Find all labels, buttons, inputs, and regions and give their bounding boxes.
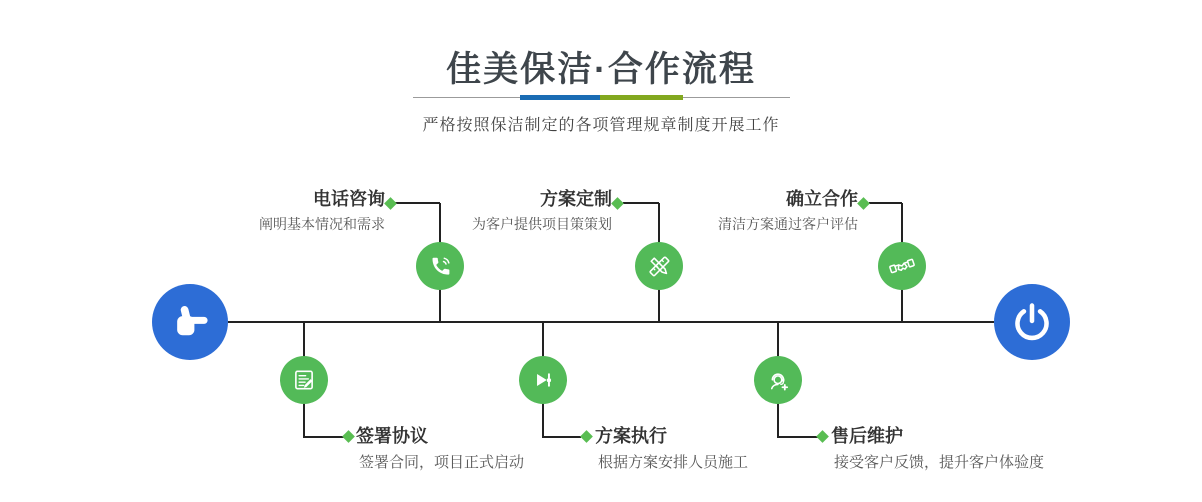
step-desc: 签署合同，项目正式启动 (359, 454, 525, 471)
step-icon-node (754, 356, 802, 404)
step-icon-node (416, 242, 464, 290)
timeline-end-node (994, 284, 1070, 360)
step-icon-node (519, 356, 567, 404)
timeline-start-node (152, 284, 228, 360)
step-icon-node (878, 242, 926, 290)
step-connector-horizontal (543, 436, 581, 438)
step-title: 确立合作 (786, 189, 858, 209)
title-divider (413, 95, 790, 100)
step-diamond-marker (816, 430, 829, 443)
document-sign-icon (291, 367, 317, 393)
step-title: 电话咨询 (313, 189, 385, 209)
step-title: 方案执行 (595, 426, 667, 446)
step-connector-horizontal (869, 202, 902, 204)
divider-blue-segment (520, 95, 600, 100)
pointing-hand-icon (168, 300, 212, 344)
step-diamond-marker (384, 197, 397, 210)
page-title: 佳美保洁·合作流程 (446, 50, 756, 89)
divider-green-segment (600, 95, 683, 100)
step-connector-horizontal (304, 436, 344, 438)
step-icon-node (280, 356, 328, 404)
page-subtitle: 严格按照保洁制定的各项管理规章制度开展工作 (422, 117, 780, 134)
step-desc: 接受客户反馈，提升客户体验度 (834, 454, 1045, 471)
step-desc: 清洁方案通过客户评估 (718, 216, 858, 232)
step-diamond-marker (342, 430, 355, 443)
step-title: 售后维护 (831, 426, 903, 446)
power-icon (1011, 301, 1053, 343)
pencil-ruler-icon (646, 253, 673, 280)
step-desc: 阐明基本情况和需求 (259, 216, 385, 232)
timeline-line (228, 321, 994, 323)
step-title: 签署协议 (356, 426, 428, 446)
step-icon-node (635, 242, 683, 290)
play-execute-icon (530, 367, 556, 393)
headset-plus-icon (765, 367, 792, 394)
step-title: 方案定制 (540, 189, 612, 209)
step-connector-horizontal (623, 202, 659, 204)
phone-icon (427, 253, 454, 280)
step-diamond-marker (580, 430, 593, 443)
step-desc: 根据方案安排人员施工 (598, 454, 749, 471)
step-diamond-marker (611, 197, 624, 210)
step-diamond-marker (857, 197, 870, 210)
step-desc: 为客户提供项目策策划 (472, 216, 612, 232)
handshake-icon (888, 252, 916, 280)
step-connector-horizontal (778, 436, 818, 438)
step-connector-horizontal (395, 202, 440, 204)
